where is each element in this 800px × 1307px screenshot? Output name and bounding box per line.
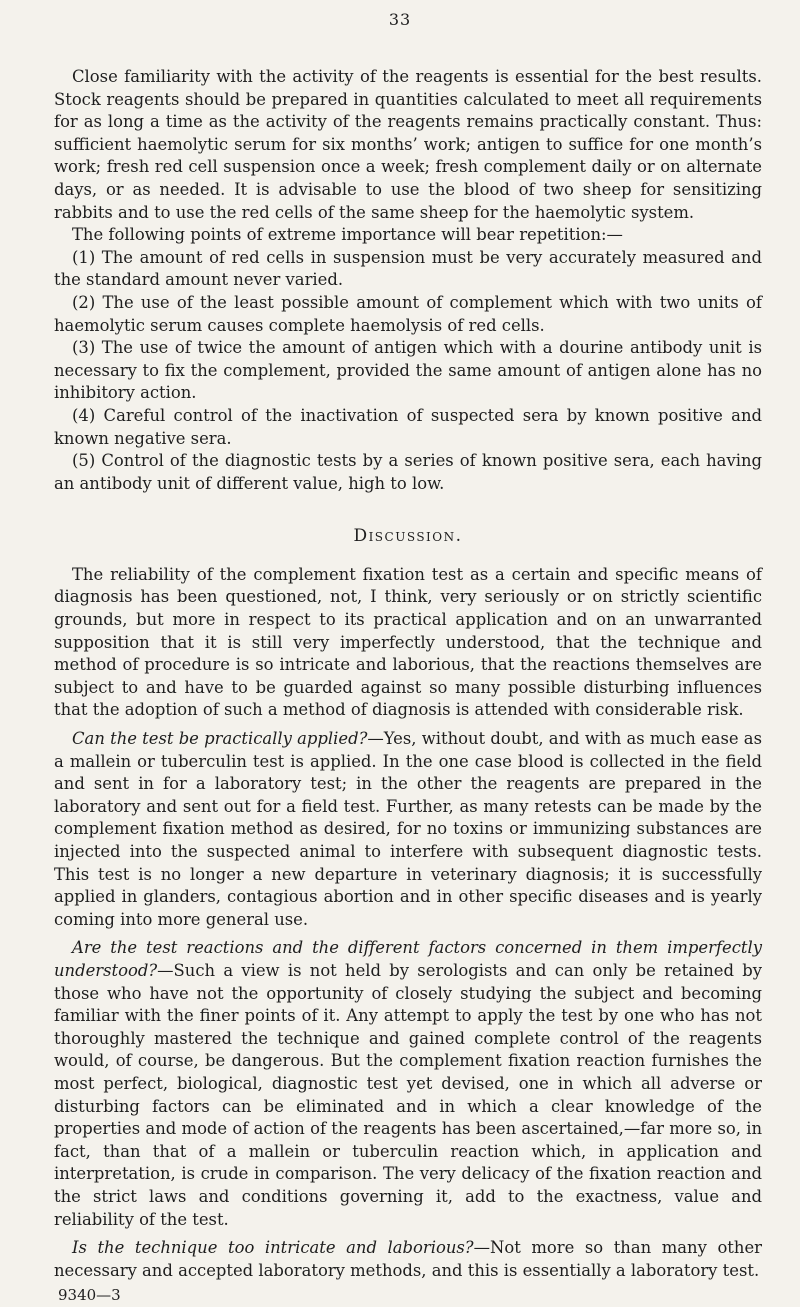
qa-paragraph (54, 728, 762, 931)
paragraph: (1) The amount of red cells in suspension must be very accurately measured and the standard amount never varied. (54, 247, 762, 290)
paragraph: Close familiarity with the activity of the reagents is essential for the best results. Stock reagents should be prepared in quantities calculated to meet all requirements for as long a time as the activity of the reagents remains practically constant. Thus: sufficient haemolytic serum for six months’ work; antigen to suffice for one month’s work; fresh red cell suspension once a week; fresh complement daily or on alternate days, or as needed. It is advisable to use the blood of two sheep for sensitizing rabbits and to use the red cells of the same sheep for the haemolytic system. (54, 67, 762, 222)
qa-paragraph (54, 937, 762, 1231)
section-heading: Discussion. (353, 526, 463, 547)
paragraph: (4) Careful control of the inactivation of suspected sera by known positive and known negative sera. (54, 405, 762, 448)
answer: —Such a view is not held by serologists and can only be retained by those who have not the opportunity of closely studying the subject and becoming familiar with the finer points of it. Any attempt to apply the test by one who has not thoroughly mastered the technique and gained complete control of the reagents would, of course, be dangerous. But the complement fixation reaction furnishes the most perfect, biological, diagnostic test yet devised, one in which all adverse or disturbing factors can be eliminated and in which a clear knowledge of the properties and mode of action of the reagents has been ascertained,—far more so, in fact, than that of a mallein or tuberculin reaction which, in application and interpretation, is crude in comparison. The very delicacy of the fixation reaction and the strict laws and conditions governing it, add to the exactness, value and reliability of the test. (54, 960, 762, 1229)
answer: —Yes, without doubt, and with as much ease as a mallein or tuberculin test is applied. In the one case blood is collected in the field and sent in for a laboratory test; in the other the reagents are prepared in the laboratory and sent out for a field test. Further, as many retests can be made by the complement fixation method as desired, for no toxins or immunizing substances are injected into the suspected animal to interfere with subsequent diagnostic tests. This test is no longer a new departure in veterinary diagnosis; it is successfully applied in glanders, contagious abortion and in other specific diseases and is yearly coming into more general use. (54, 729, 762, 929)
question: Can the test be practically applied? (72, 729, 368, 749)
paragraph: The reliability of the complement fixation test as a certain and specific means of diagnosis has been questioned, not, I think, very seriously or on strictly scientific grounds, but more in respect to its practical application and on an unwarranted supposition that it is still very imperfectly understood, that the technique and method of procedure is so intricate and laborious, that the reactions themselves are subject to and have to be guarded against so many possible disturbing influences that the adoption of such a method of diagnosis is attended with considerable risk. (54, 564, 762, 720)
signature-mark: 9340—3 (58, 1286, 121, 1305)
qa-paragraph (54, 1237, 762, 1282)
paragraph: (5) Control of the diagnostic tests by a series of known positive sera, each having an antibody unit of different value, high to low. (54, 451, 762, 493)
question: Is the technique too intricate and laborious? (72, 1238, 474, 1258)
page-body (54, 66, 762, 1307)
paragraph: The following points of extreme importance will bear repetition:— (72, 225, 623, 245)
answer: —Not more so than many other necessary and accepted laboratory methods, and this is essentially a laboratory test. (54, 1238, 762, 1280)
question: Are the test reactions and the different factors concerned in them imperfectly understood? (54, 938, 762, 980)
paragraph: (3) The use of twice the amount of antigen which with a dourine antibody unit is necessary to fix the complement, provided the same amount of antigen alone has no inhibitory action. (54, 338, 762, 403)
page-number: 33 (388, 10, 412, 29)
paragraph: (2) The use of the least possible amount of complement which with two units of haemolytic serum causes complete haemolysis of red cells. (54, 292, 762, 335)
